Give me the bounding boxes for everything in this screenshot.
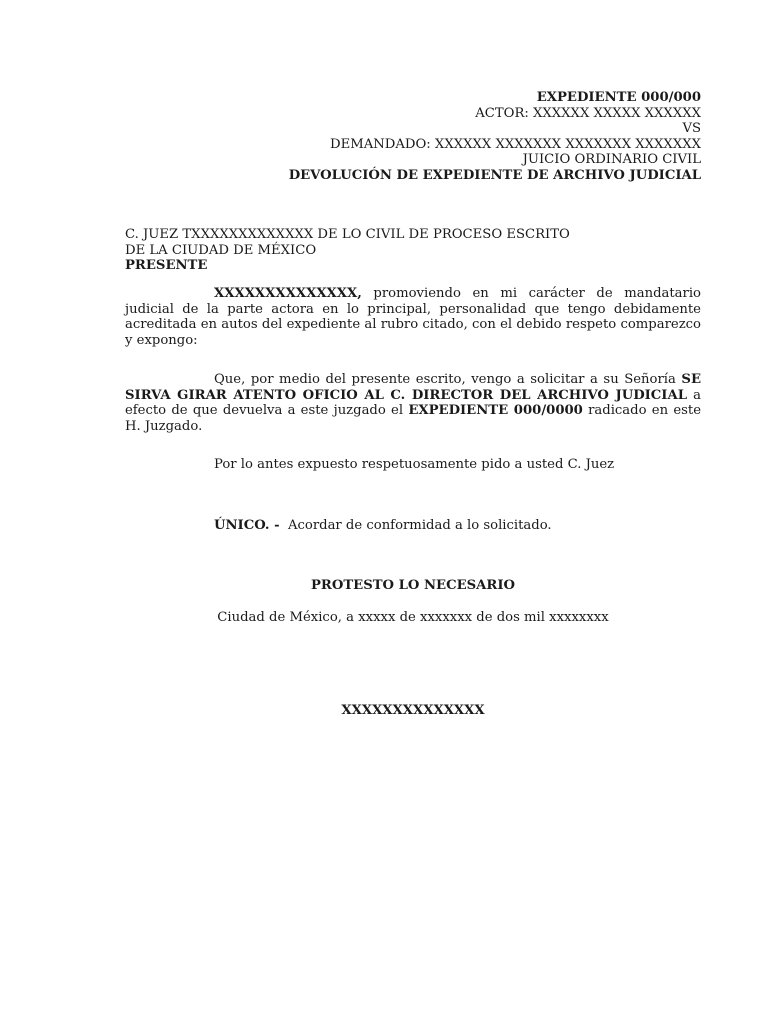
paragraph-introduction [125,286,701,348]
paragraph-unico [125,518,701,534]
paragraph-petition [125,457,701,473]
presente-label: PRESENTE [125,258,208,273]
request-text-2: a efecto de que devuelva a este juzgado el [125,387,701,418]
request-bold-2: EXPEDIENTE 000/0000 [408,403,583,418]
paragraph-request [125,372,701,434]
addressee-line-2: DE LA CIUDAD DE MÉXICO [125,242,317,258]
addressee-block [125,227,701,274]
request-text-1: Que, por medio del presente escrito, vengo a solicitar a su Señoría [214,372,682,387]
actor-line: ACTOR: XXXXXX XXXXX XXXXXX [475,105,701,121]
promoter-name: XXXXXXXXXXXXXX, [214,286,362,301]
paragraph-introduction-text: promoviendo en mi carácter de mandatario judicial de la parte actora en lo principal, personalidad que tengo debidamente acreditada en autos del expediente al rubro citado, con el debido respeto comparezco y expongo: [125,286,701,348]
unico-label: ÚNICO. - [214,518,280,533]
date-line: Ciudad de México, a xxxxx de xxxxxxx de dos mil xxxxxxxx [217,610,609,625]
protesto-line: PROTESTO LO NECESARIO [310,578,516,593]
request-text-3: radicado en este H. Juzgado. [125,403,701,434]
signature-name: XXXXXXXXXXXXXX [341,703,485,718]
case-header [125,90,701,183]
trial-type-line: JUICIO ORDINARIO CIVIL [522,152,701,167]
petition-text: Por lo antes expuesto respetuosamente pido a usted C. Juez [214,457,615,472]
addressee-line-1: C. JUEZ TXXXXXXXXXXXXX DE LO CIVIL DE PROCESO ESCRITO [125,227,570,242]
request-bold-1: SE SIRVA GIRAR ATENTO OFICIO AL C. DIRECTOR DEL ARCHIVO JUDICIAL [125,372,701,403]
unico-text: Acordar de conformidad a lo solicitado. [279,518,552,533]
case-number: EXPEDIENTE 000/000 [536,90,701,105]
subject-line: DEVOLUCIÓN DE EXPEDIENTE DE ARCHIVO JUDICIAL [288,167,701,183]
vs-line: VS [682,121,701,136]
defendant-line: DEMANDADO: XXXXXX XXXXXXX XXXXXXX XXXXXXX [330,136,701,152]
